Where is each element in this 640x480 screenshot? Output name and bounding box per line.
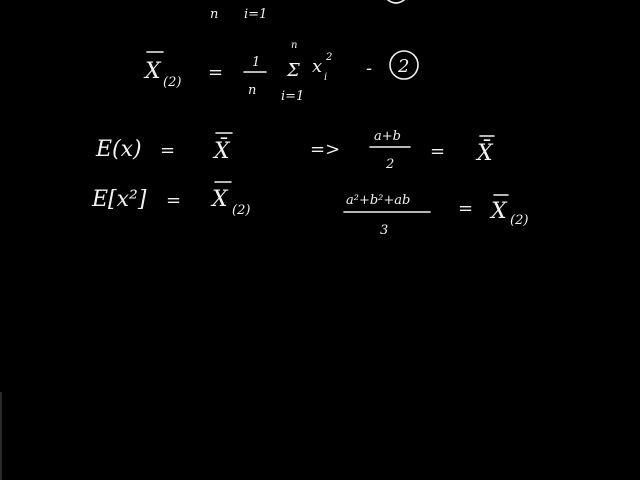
row1-lhs: E(x) bbox=[96, 137, 142, 162]
row2-rhs-x: X bbox=[212, 187, 228, 212]
row1-rhs2: X̄ bbox=[477, 141, 493, 166]
row2-rhs2-subscript: (2) bbox=[510, 213, 529, 228]
top-fragment bbox=[210, 0, 404, 22]
top-fragment-n: n bbox=[210, 7, 219, 22]
top-fragment-index: i=1 bbox=[244, 7, 268, 22]
sum-symbol: Σ bbox=[287, 60, 300, 81]
xbar-symbol: X bbox=[145, 59, 161, 84]
row1-fraction-numerator: a+b bbox=[374, 129, 401, 144]
top-fragment-circle-remnant bbox=[388, 0, 404, 3]
second-moment-definition bbox=[143, 40, 418, 104]
row1-rhs: X̄ bbox=[214, 139, 230, 164]
xbar-subscript: (2) bbox=[163, 75, 182, 90]
equals-sign: = bbox=[208, 62, 224, 83]
sum-lower-limit: i=1 bbox=[281, 89, 305, 104]
circled-label: 2 bbox=[398, 56, 410, 77]
frame-edge bbox=[0, 392, 2, 480]
summand-x: x bbox=[312, 56, 323, 77]
fraction-denominator: n bbox=[248, 83, 257, 98]
row2-fraction-denominator: 3 bbox=[380, 223, 389, 238]
summand-superscript: 2 bbox=[326, 52, 333, 63]
first-moment-row bbox=[95, 129, 494, 172]
row2-rhs2-x: X bbox=[491, 199, 507, 224]
sum-upper-limit: n bbox=[291, 40, 298, 51]
row2-equals: = bbox=[166, 190, 182, 211]
row1-fraction-denominator: 2 bbox=[386, 157, 395, 172]
summand-subscript: i bbox=[324, 72, 328, 83]
row2-rhs-subscript: (2) bbox=[232, 203, 251, 218]
minus-sign: - bbox=[366, 58, 373, 79]
row2-lhs: E[x²] bbox=[92, 187, 147, 212]
row1-equals-2: = bbox=[430, 141, 446, 162]
row1-equals: = bbox=[160, 140, 176, 161]
row1-implies-arrow: => bbox=[310, 139, 341, 160]
second-moment-row bbox=[91, 182, 528, 238]
row2-fraction-numerator: a²+b²+ab bbox=[346, 193, 411, 208]
fraction-numerator: 1 bbox=[252, 55, 261, 70]
row2-equals-2: = bbox=[458, 198, 474, 219]
